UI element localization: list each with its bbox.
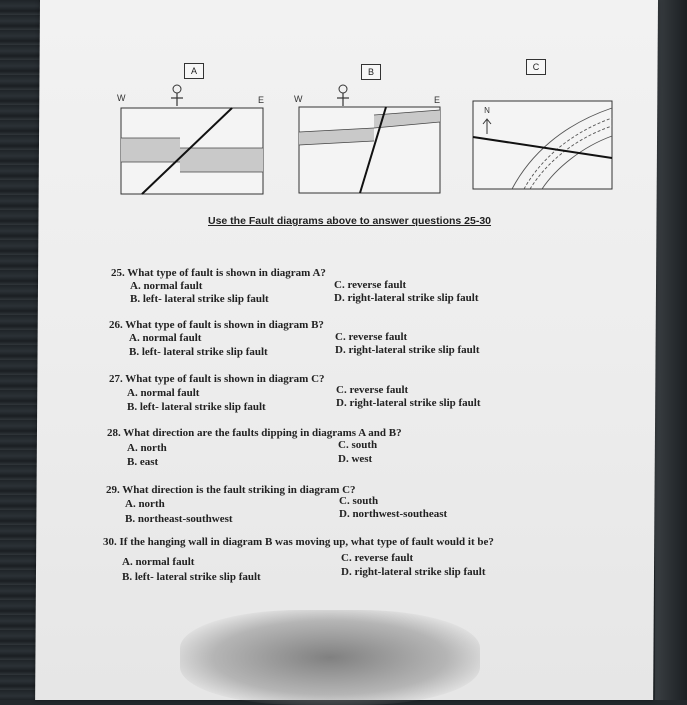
q30-option-d[interactable]: D. right-lateral strike slip fault: [341, 566, 486, 578]
diagram-b: [298, 106, 442, 196]
diagram-b-east: E: [434, 95, 441, 105]
diagram-a-bed-west: [121, 138, 180, 162]
q26-option-c[interactable]: C. reverse fault: [335, 331, 408, 343]
q25-option-d[interactable]: D. right-lateral strike slip fault: [334, 292, 479, 304]
diagram-b-west: W: [294, 94, 303, 104]
q27-option-a[interactable]: A. normal fault: [127, 387, 200, 399]
q25-option-a[interactable]: A. normal fault: [130, 280, 203, 292]
diagram-a-east: E: [258, 95, 265, 105]
q29-option-a[interactable]: A. north: [125, 498, 165, 510]
q30-option-a[interactable]: A. normal fault: [122, 556, 195, 568]
question-28: 28. What direction are the faults dipping in diagrams A and B?: [107, 427, 402, 439]
q28-option-b[interactable]: B. east: [127, 456, 159, 468]
diagram-c-north: N: [484, 106, 490, 115]
phone-shadow: [180, 610, 480, 705]
q26-option-a[interactable]: A. normal fault: [129, 332, 202, 344]
q26-option-d[interactable]: D. right-lateral strike slip fault: [335, 344, 480, 356]
strike-dip-symbol-icon: [168, 84, 186, 108]
q30-option-b[interactable]: B. left- lateral strike slip fault: [122, 571, 261, 583]
diagram-a-bed-east: [180, 148, 263, 172]
strike-dip-symbol-icon: [334, 84, 352, 108]
instructions-heading: Use the Fault diagrams above to answer questions 25-30: [208, 215, 492, 227]
q28-option-c[interactable]: C. south: [338, 439, 378, 451]
question-25: 25. What type of fault is shown in diagram A?: [111, 267, 326, 279]
diagram-a: [120, 107, 265, 197]
q26-option-b[interactable]: B. left- lateral strike slip fault: [129, 346, 268, 358]
q27-option-c[interactable]: C. reverse fault: [336, 384, 409, 396]
q29-option-c[interactable]: C. south: [339, 495, 379, 507]
diagram-a-west: W: [117, 93, 126, 103]
q29-option-b[interactable]: B. northeast-southwest: [125, 513, 233, 525]
q27-option-d[interactable]: D. right-lateral strike slip fault: [336, 397, 481, 409]
q29-option-d[interactable]: D. northwest-southeast: [339, 508, 448, 520]
question-27: 27. What type of fault is shown in diagram C?: [109, 373, 325, 385]
q30-option-c[interactable]: C. reverse fault: [341, 552, 414, 564]
question-30: 30. If the hanging wall in diagram B was moving up, what type of fault would it be?: [103, 536, 494, 548]
q27-option-b[interactable]: B. left- lateral strike slip fault: [127, 401, 266, 413]
diagram-c-label: C: [526, 59, 546, 75]
q28-option-d[interactable]: D. west: [338, 453, 373, 465]
question-29: 29. What direction is the fault striking in diagram C?: [106, 484, 356, 496]
q25-option-c[interactable]: C. reverse fault: [334, 279, 407, 291]
background-right: [655, 0, 687, 700]
question-26: 26. What type of fault is shown in diagram B?: [109, 319, 324, 331]
q28-option-a[interactable]: A. north: [127, 442, 167, 454]
diagram-b-label: B: [361, 64, 381, 80]
diagram-c: [472, 100, 614, 192]
diagram-a-label: A: [184, 63, 204, 79]
q25-option-b[interactable]: B. left- lateral strike slip fault: [130, 293, 269, 305]
